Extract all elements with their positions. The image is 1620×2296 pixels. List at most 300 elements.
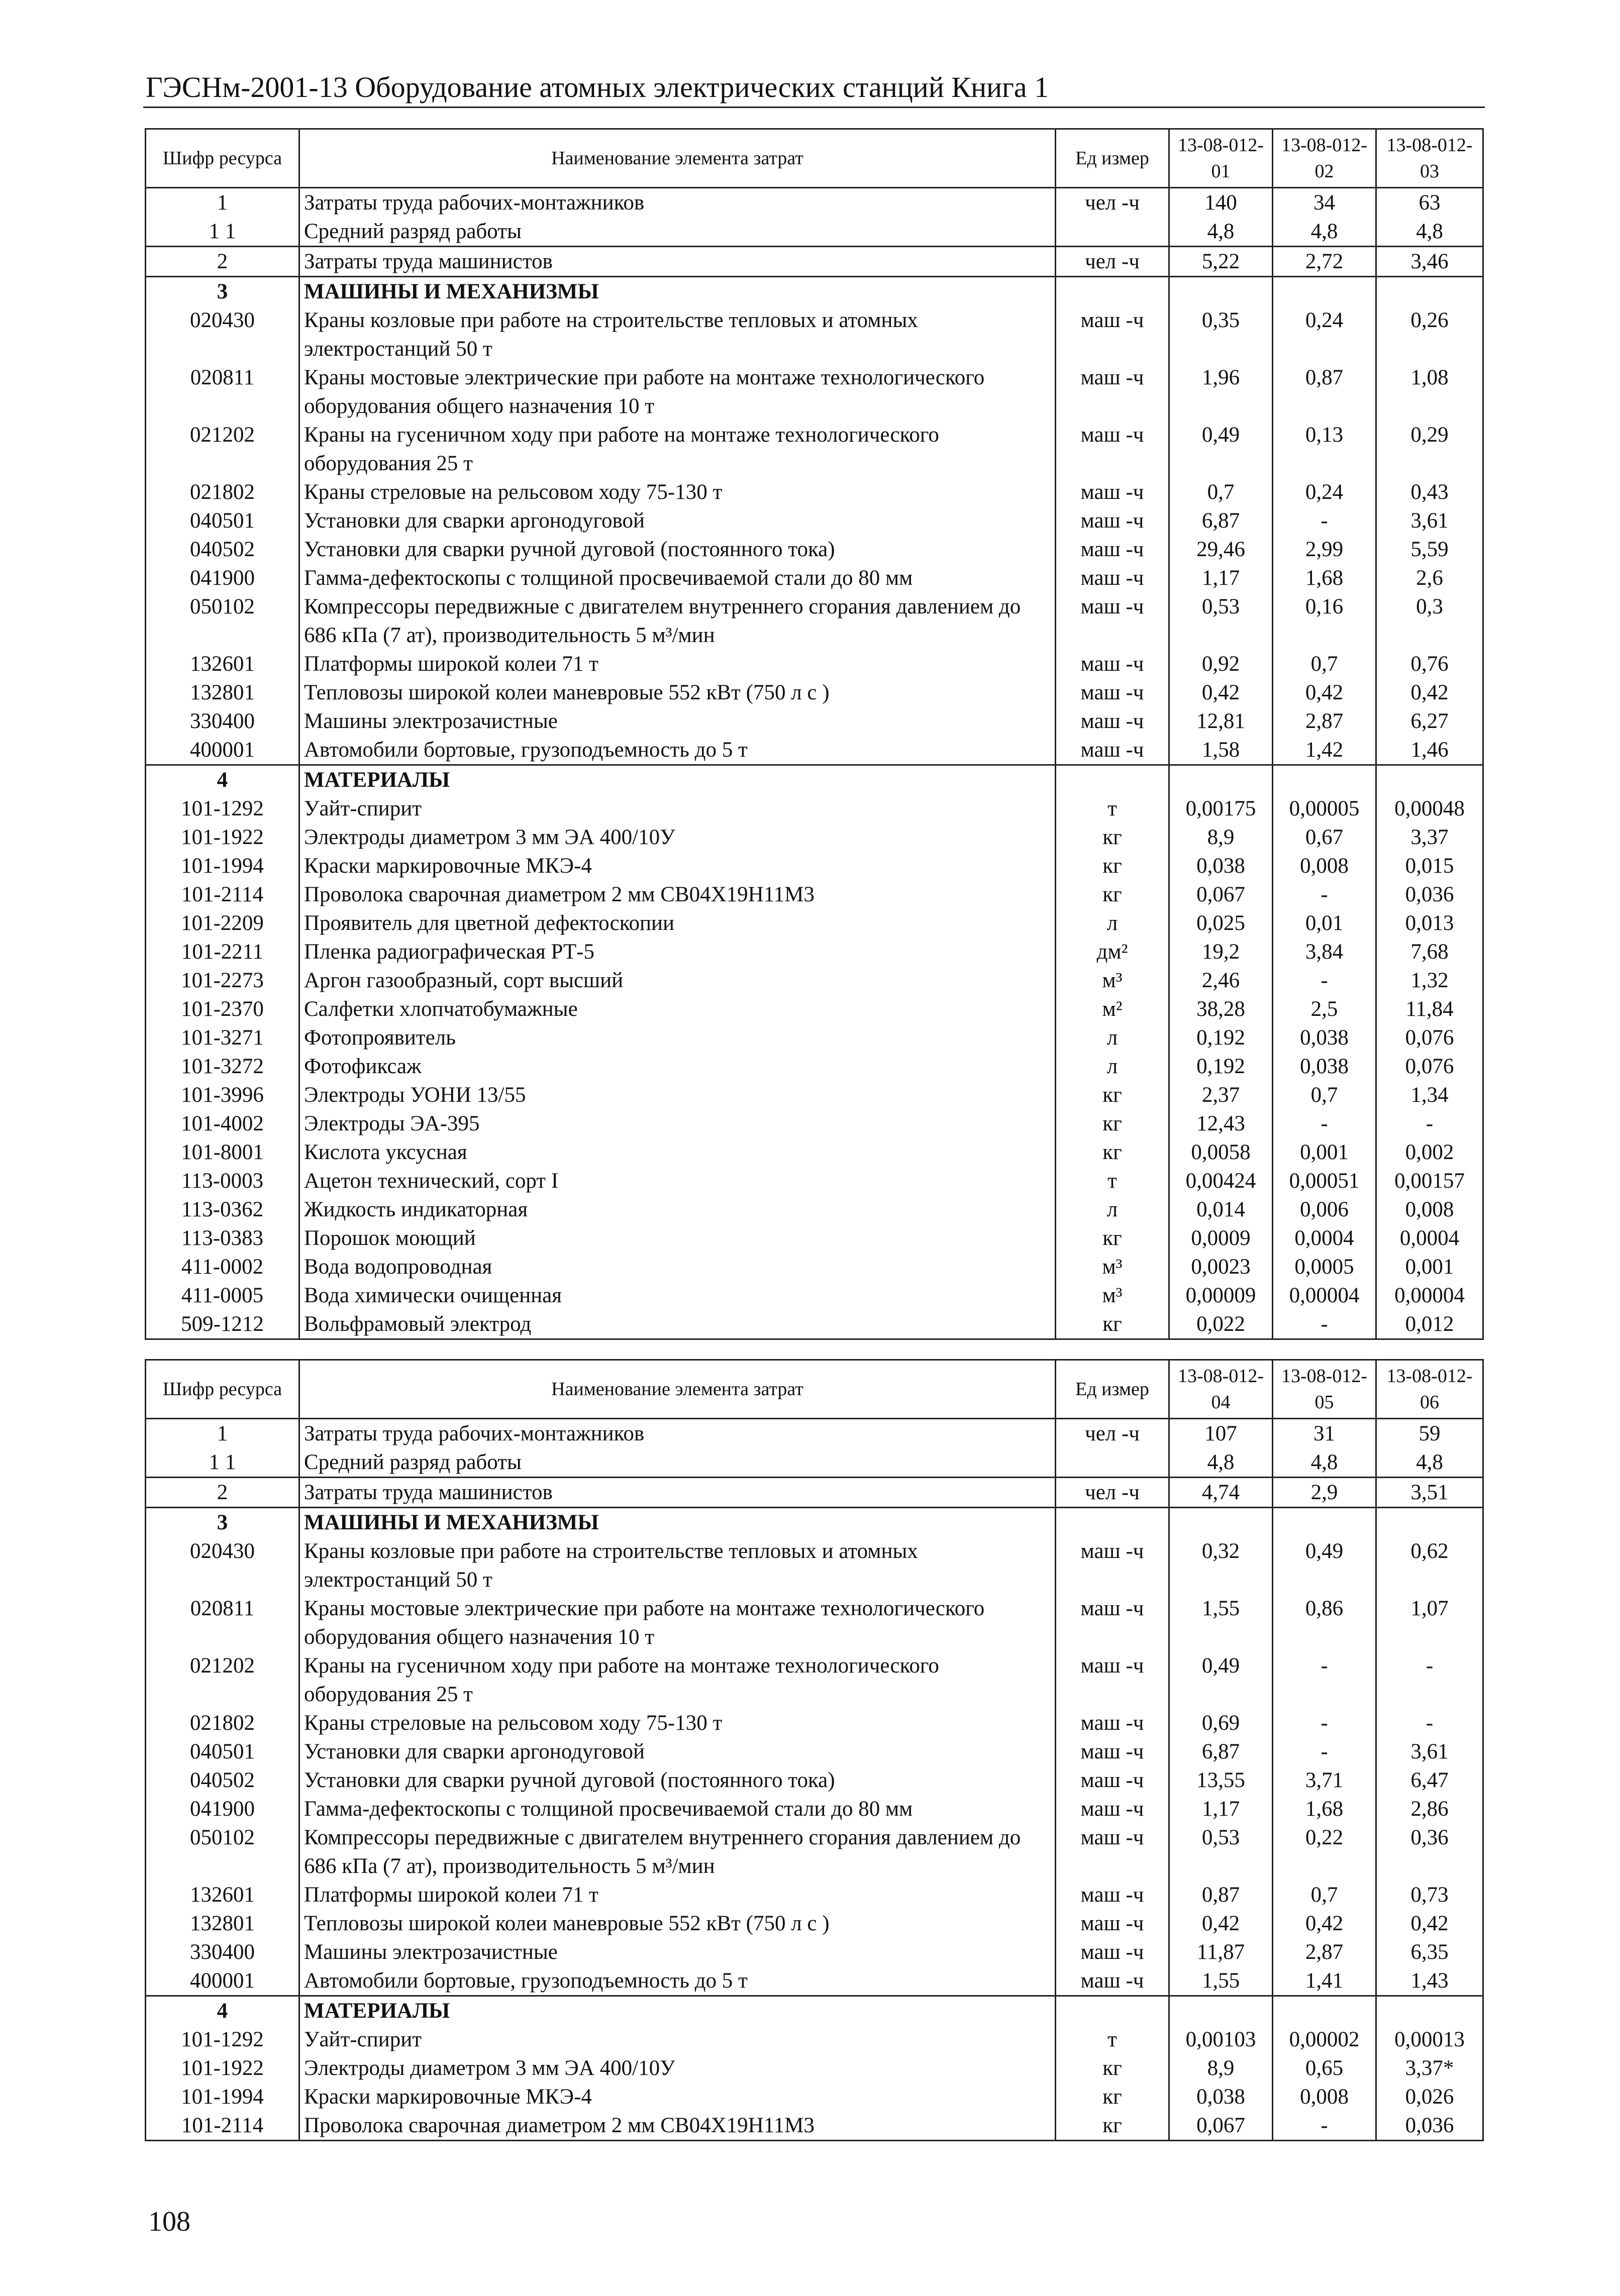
resource-code-cell: 041900: [146, 564, 299, 592]
rate-value-cell: 7,68: [1376, 937, 1483, 966]
resource-name-cell: Машины электрозачистные: [299, 707, 1056, 736]
unit-cell: м²: [1102, 997, 1123, 1021]
table-row: [146, 1109, 1483, 1138]
table-row: [146, 478, 1483, 506]
resource-code-cell: 101-2370: [146, 995, 299, 1023]
rate-value-cell: 3,46: [1376, 247, 1483, 277]
rate-value-cell: 0,038: [1273, 1052, 1376, 1081]
unit-cell: маш -ч: [1080, 1883, 1144, 1907]
table-row: [146, 966, 1483, 995]
rate-value-cell: 0,42: [1169, 1909, 1273, 1938]
table-row: [146, 1253, 1483, 1281]
resource-name-cell: Проволока сварочная диаметром 2 мм СВ04Х19Н11М3: [299, 2111, 1056, 2141]
rate-value-cell: 0,7: [1273, 650, 1376, 678]
resource-code-cell: 330400: [146, 1938, 299, 1966]
rate-value-cell: 6,87: [1169, 1737, 1273, 1766]
rate-value-cell: 0,015: [1376, 852, 1483, 880]
rate-value-cell: 13,55: [1169, 1766, 1273, 1795]
resource-code-cell: 1 1: [146, 1448, 299, 1478]
resource-name-cell: Краны стреловые на рельсовом ходу 75-130 т: [299, 478, 1056, 506]
unit-cell: [1056, 1508, 1169, 1537]
table-row: [146, 188, 1483, 218]
table-body: [146, 188, 1483, 1339]
resource-code-cell: 050102: [146, 592, 299, 650]
section-row: [146, 765, 1483, 795]
resource-name-cell: Компрессоры передвижные с двигателем внутреннего сгорания давлением до 686 кПа (7 ат), производительность 5 м³/мин: [299, 592, 1056, 650]
table-row: [146, 1281, 1483, 1310]
table-header-row: [146, 129, 1483, 188]
unit-cell: маш -ч: [1080, 1969, 1144, 1993]
column-header-rate-1: 13-08-012-01: [1169, 129, 1273, 188]
unit-cell: [1056, 217, 1169, 247]
table-row: [146, 564, 1483, 592]
unit-cell: кг: [1102, 854, 1122, 878]
rate-value-cell: 0,42: [1376, 1909, 1483, 1938]
table-row: [146, 794, 1483, 823]
resource-code-cell: 041900: [146, 1795, 299, 1823]
unit-cell: кг: [1102, 2085, 1122, 2109]
rate-value-cell: [1376, 765, 1483, 795]
rate-value-cell: -: [1273, 1651, 1376, 1709]
rate-value-cell: 0,22: [1273, 1823, 1376, 1881]
table-row: [146, 650, 1483, 678]
rate-value-cell: 0,29: [1376, 421, 1483, 478]
table-row: [146, 1081, 1483, 1109]
rate-value-cell: [1376, 1996, 1483, 2026]
rate-value-cell: 2,99: [1273, 535, 1376, 564]
rate-value-cell: 0,00157: [1376, 1167, 1483, 1195]
unit-cell: маш -ч: [1080, 681, 1144, 704]
rate-value-cell: 1,34: [1376, 1081, 1483, 1109]
rate-value-cell: 3,84: [1273, 937, 1376, 966]
unit-cell: чел -ч: [1056, 188, 1169, 218]
resource-code-cell: 040501: [146, 506, 299, 535]
rate-value-cell: 0,036: [1376, 2111, 1483, 2141]
rate-value-cell: [1273, 1508, 1376, 1537]
rate-value-cell: 0,0004: [1376, 1224, 1483, 1253]
rate-value-cell: 0,00004: [1273, 1281, 1376, 1310]
rate-value-cell: 3,61: [1376, 506, 1483, 535]
column-header-code: Шифр ресурса: [146, 129, 299, 188]
unit-cell: л: [1106, 1026, 1118, 1050]
rate-value-cell: 1,58: [1169, 736, 1273, 765]
column-header-rate-2: 13-08-012-05: [1273, 1360, 1376, 1419]
rate-value-cell: 2,87: [1273, 707, 1376, 736]
resource-name-cell: Затраты труда рабочих-монтажников: [299, 188, 1056, 218]
table-row: [146, 1224, 1483, 1253]
resource-name-cell: Порошок моющий: [299, 1224, 1056, 1253]
resource-code-cell: 330400: [146, 707, 299, 736]
resource-name-cell: Жидкость индикаторная: [299, 1195, 1056, 1224]
unit-cell: л: [1106, 1198, 1118, 1221]
rate-value-cell: 0,00009: [1169, 1281, 1273, 1310]
rate-value-cell: 1,46: [1376, 736, 1483, 765]
rate-value-cell: 0,038: [1273, 1023, 1376, 1052]
rate-value-cell: 12,43: [1169, 1109, 1273, 1138]
resource-name-cell: Кислота уксусная: [299, 1138, 1056, 1167]
unit-cell: маш -ч: [1080, 366, 1144, 389]
table-row: [146, 1594, 1483, 1651]
rate-value-cell: [1169, 1996, 1273, 2026]
unit-cell: кг: [1102, 1140, 1122, 1164]
resource-code-cell: 132801: [146, 678, 299, 707]
rate-value-cell: 6,35: [1376, 1938, 1483, 1966]
rate-value-cell: -: [1273, 880, 1376, 909]
rate-value-cell: 0,7: [1273, 1881, 1376, 1909]
unit-cell: маш -ч: [1080, 308, 1144, 332]
table-row: [146, 306, 1483, 363]
rate-value-cell: [1169, 1508, 1273, 1537]
resource-name-cell: МАШИНЫ И МЕХАНИЗМЫ: [299, 277, 1056, 306]
column-header-code: Шифр ресурса: [146, 1360, 299, 1419]
resource-name-cell: Гамма-дефектоскопы с толщиной просвечиваемой стали до 80 мм: [299, 564, 1056, 592]
unit-cell: м³: [1102, 1284, 1123, 1307]
unit-cell: м³: [1102, 969, 1123, 992]
resource-code-cell: 132601: [146, 650, 299, 678]
rate-value-cell: 1,55: [1169, 1966, 1273, 1996]
rate-value-cell: 0,014: [1169, 1195, 1273, 1224]
table-row: [146, 1537, 1483, 1594]
resource-name-cell: Электроды диаметром 3 мм ЭА 400/10У: [299, 2054, 1056, 2082]
resource-code-cell: 3: [146, 1508, 299, 1537]
rate-value-cell: 0,67: [1273, 823, 1376, 852]
rate-value-cell: 6,27: [1376, 707, 1483, 736]
unit-cell: маш -ч: [1080, 1654, 1144, 1678]
rate-value-cell: 0,65: [1273, 2054, 1376, 2082]
resource-code-cell: 101-1292: [146, 794, 299, 823]
rate-value-cell: 0,86: [1273, 1594, 1376, 1651]
table-row: [146, 592, 1483, 650]
rate-value-cell: 0,69: [1169, 1709, 1273, 1737]
table-row: [146, 1023, 1483, 1052]
resource-name-cell: Фотофиксаж: [299, 1052, 1056, 1081]
rate-value-cell: 31: [1273, 1419, 1376, 1448]
rate-value-cell: 0,73: [1376, 1881, 1483, 1909]
resource-name-cell: Краны на гусеничном ходу при работе на монтаже технологического оборудования 25 т: [299, 1651, 1056, 1709]
rate-value-cell: 6,87: [1169, 506, 1273, 535]
rate-value-cell: [1273, 765, 1376, 795]
table-row: [146, 1478, 1483, 1508]
resource-code-cell: 113-0383: [146, 1224, 299, 1253]
rate-value-cell: [1169, 765, 1273, 795]
rate-value-cell: 0,42: [1273, 678, 1376, 707]
unit-cell: маш -ч: [1080, 1826, 1144, 1849]
section-row: [146, 277, 1483, 306]
resource-code-cell: 101-3272: [146, 1052, 299, 1081]
rate-value-cell: 0,00424: [1169, 1167, 1273, 1195]
column-header-rate-3: 13-08-012-03: [1376, 129, 1483, 188]
table-row: [146, 1966, 1483, 1996]
unit-cell: кг: [1102, 1083, 1122, 1107]
unit-cell: кг: [1102, 825, 1122, 849]
resource-name-cell: Установки для сварки аргонодуговой: [299, 506, 1056, 535]
resource-code-cell: 101-8001: [146, 1138, 299, 1167]
column-header-rate-1: 13-08-012-04: [1169, 1360, 1273, 1419]
unit-cell: дм²: [1096, 940, 1128, 964]
rate-value-cell: 2,86: [1376, 1795, 1483, 1823]
unit-cell: маш -ч: [1080, 1711, 1144, 1735]
table-row: [146, 995, 1483, 1023]
rate-value-cell: 0,00013: [1376, 2025, 1483, 2054]
table-row: [146, 736, 1483, 765]
rate-value-cell: -: [1376, 1109, 1483, 1138]
rate-value-cell: -: [1376, 1709, 1483, 1737]
resource-code-cell: 101-2273: [146, 966, 299, 995]
resource-name-cell: Затраты труда рабочих-монтажников: [299, 1419, 1056, 1448]
resource-code-cell: 1: [146, 188, 299, 218]
resource-name-cell: Проявитель для цветной дефектоскопии: [299, 909, 1056, 937]
rate-value-cell: 19,2: [1169, 937, 1273, 966]
resource-code-cell: 101-1292: [146, 2025, 299, 2054]
rate-value-cell: 0,49: [1169, 1651, 1273, 1709]
resource-code-cell: 509-1212: [146, 1310, 299, 1339]
rate-value-cell: -: [1273, 1310, 1376, 1339]
resource-name-cell: Краны мостовые электрические при работе на монтаже технологического оборудования общего назначения 10 т: [299, 1594, 1056, 1651]
rate-value-cell: 0,49: [1169, 421, 1273, 478]
rate-value-cell: 3,51: [1376, 1478, 1483, 1508]
resource-name-cell: Салфетки хлопчатобумажные: [299, 995, 1056, 1023]
table-row: [146, 506, 1483, 535]
rate-value-cell: 0,0009: [1169, 1224, 1273, 1253]
resource-code-cell: 020430: [146, 306, 299, 363]
unit-cell: л: [1106, 1055, 1118, 1078]
unit-cell: [1056, 277, 1169, 306]
resource-name-cell: Установки для сварки аргонодуговой: [299, 1737, 1056, 1766]
table-row: [146, 2082, 1483, 2111]
column-header-rate-2: 13-08-012-02: [1273, 129, 1376, 188]
unit-cell: кг: [1056, 2111, 1169, 2141]
rate-value-cell: 6,47: [1376, 1766, 1483, 1795]
resource-name-cell: Краски маркировочные МКЭ-4: [299, 2082, 1056, 2111]
unit-cell: маш -ч: [1080, 1539, 1144, 1563]
rate-value-cell: 34: [1273, 188, 1376, 218]
resource-name-cell: Платформы широкой колеи 71 т: [299, 1881, 1056, 1909]
rate-value-cell: 0,42: [1169, 678, 1273, 707]
rate-value-cell: 0,87: [1273, 363, 1376, 421]
resource-code-cell: 2: [146, 1478, 299, 1508]
table-row: [146, 823, 1483, 852]
resource-name-cell: Электроды УОНИ 13/55: [299, 1081, 1056, 1109]
rate-value-cell: [1273, 1996, 1376, 2026]
unit-cell: маш -ч: [1080, 652, 1144, 676]
table-row: [146, 1737, 1483, 1766]
rate-value-cell: 140: [1169, 188, 1273, 218]
resource-code-cell: 113-0362: [146, 1195, 299, 1224]
resource-code-cell: 020811: [146, 1594, 299, 1651]
resource-name-cell: Краны козловые при работе на строительстве тепловых и атомных электростанций 50 т: [299, 1537, 1056, 1594]
unit-cell: маш -ч: [1080, 509, 1144, 533]
rate-value-cell: 0,002: [1376, 1138, 1483, 1167]
rate-value-cell: 0,0004: [1273, 1224, 1376, 1253]
rate-value-cell: 0,42: [1376, 678, 1483, 707]
header-divider: [143, 107, 1485, 108]
resource-name-cell: Проволока сварочная диаметром 2 мм СВ04Х19Н11М3: [299, 880, 1056, 909]
rate-value-cell: 0,87: [1169, 1881, 1273, 1909]
rate-value-cell: [1376, 1508, 1483, 1537]
rate-value-cell: 0,0005: [1273, 1253, 1376, 1281]
resource-name-cell: Затраты труда машинистов: [299, 247, 1056, 277]
rate-value-cell: 0,7: [1169, 478, 1273, 506]
unit-cell: маш -ч: [1080, 595, 1144, 618]
unit-cell: маш -ч: [1080, 738, 1144, 762]
resource-name-cell: Вода химически очищенная: [299, 1281, 1056, 1310]
rate-value-cell: 4,8: [1169, 217, 1273, 247]
resource-name-cell: Краски маркировочные МКЭ-4: [299, 852, 1056, 880]
unit-cell: л: [1106, 911, 1118, 935]
rate-value-cell: 0,192: [1169, 1052, 1273, 1081]
resource-code-cell: 101-2209: [146, 909, 299, 937]
rate-value-cell: 0,001: [1376, 1253, 1483, 1281]
table-row: [146, 247, 1483, 277]
rate-value-cell: 63: [1376, 188, 1483, 218]
table-row: [146, 421, 1483, 478]
rate-value-cell: 1,07: [1376, 1594, 1483, 1651]
table-row: [146, 1651, 1483, 1709]
rate-value-cell: 0,008: [1376, 1195, 1483, 1224]
rate-value-cell: 1,55: [1169, 1594, 1273, 1651]
table-row: [146, 1052, 1483, 1081]
rate-value-cell: -: [1376, 1651, 1483, 1709]
rate-value-cell: 0,62: [1376, 1537, 1483, 1594]
rate-value-cell: 0,7: [1273, 1081, 1376, 1109]
column-header-unit: Ед измер: [1056, 129, 1169, 188]
rate-value-cell: 29,46: [1169, 535, 1273, 564]
rate-value-cell: 0,53: [1169, 1823, 1273, 1881]
resource-code-cell: 101-1994: [146, 852, 299, 880]
rate-value-cell: 2,6: [1376, 564, 1483, 592]
rate-value-cell: 0,53: [1169, 592, 1273, 650]
column-header-name: Наименование элемента затрат: [299, 1360, 1056, 1419]
rate-value-cell: 0,00051: [1273, 1167, 1376, 1195]
column-header-name: Наименование элемента затрат: [299, 129, 1056, 188]
column-header-unit: Ед измер: [1056, 1360, 1169, 1419]
unit-cell: чел -ч: [1056, 1419, 1169, 1448]
rate-value-cell: 0,32: [1169, 1537, 1273, 1594]
rate-value-cell: 0,01: [1273, 909, 1376, 937]
resource-name-cell: Машины электрозачистные: [299, 1938, 1056, 1966]
unit-cell: кг: [1102, 1112, 1122, 1135]
rate-value-cell: 2,87: [1273, 1938, 1376, 1966]
rate-value-cell: 0,0058: [1169, 1138, 1273, 1167]
rate-value-cell: 0,0023: [1169, 1253, 1273, 1281]
rate-value-cell: 0,001: [1273, 1138, 1376, 1167]
resource-code-cell: 040501: [146, 1737, 299, 1766]
unit-cell: маш -ч: [1080, 1597, 1144, 1620]
resource-table-1: [145, 128, 1484, 1340]
table-row: [146, 1310, 1483, 1339]
resource-name-cell: Уайт-спирит: [299, 794, 1056, 823]
rate-value-cell: 0,192: [1169, 1023, 1273, 1052]
rate-value-cell: 0,012: [1376, 1310, 1483, 1339]
unit-cell: маш -ч: [1080, 423, 1144, 447]
resource-code-cell: 132801: [146, 1909, 299, 1938]
resource-name-cell: Средний разряд работы: [299, 217, 1056, 247]
section-row: [146, 1996, 1483, 2026]
resource-code-cell: 101-2114: [146, 880, 299, 909]
resource-code-cell: 101-2114: [146, 2111, 299, 2141]
table-row: [146, 2111, 1483, 2141]
rate-value-cell: 0,49: [1273, 1537, 1376, 1594]
resource-name-cell: МАТЕРИАЛЫ: [299, 1996, 1056, 2026]
resource-code-cell: 101-1994: [146, 2082, 299, 2111]
unit-cell: чел -ч: [1056, 247, 1169, 277]
table-row: [146, 1138, 1483, 1167]
table-row: [146, 535, 1483, 564]
resource-name-cell: Уайт-спирит: [299, 2025, 1056, 2054]
rate-value-cell: 4,8: [1376, 217, 1483, 247]
rate-value-cell: 11,87: [1169, 1938, 1273, 1966]
resource-code-cell: 021202: [146, 421, 299, 478]
unit-cell: т: [1107, 2028, 1117, 2051]
resource-code-cell: 4: [146, 765, 299, 795]
resource-code-cell: 411-0005: [146, 1281, 299, 1310]
rate-value-cell: 0,26: [1376, 306, 1483, 363]
rate-value-cell: 1,41: [1273, 1966, 1376, 1996]
rate-value-cell: 0,42: [1273, 1909, 1376, 1938]
resource-name-cell: Установки для сварки ручной дуговой (постоянного тока): [299, 535, 1056, 564]
resource-name-cell: Краны козловые при работе на строительстве тепловых и атомных электростанций 50 т: [299, 306, 1056, 363]
rate-value-cell: -: [1273, 1709, 1376, 1737]
table-row: [146, 363, 1483, 421]
resource-code-cell: 101-1922: [146, 2054, 299, 2082]
rate-value-cell: 0,92: [1169, 650, 1273, 678]
resource-name-cell: Автомобили бортовые, грузоподъемность до 5 т: [299, 736, 1056, 765]
resource-code-cell: 1: [146, 1419, 299, 1448]
table-header-row: [146, 1360, 1483, 1419]
unit-cell: маш -ч: [1080, 538, 1144, 561]
unit-cell: маш -ч: [1080, 480, 1144, 504]
table-row: [146, 1881, 1483, 1909]
table-row: [146, 2054, 1483, 2082]
table-row: [146, 1909, 1483, 1938]
rate-value-cell: [1376, 277, 1483, 306]
resource-name-cell: Электроды диаметром 3 мм ЭА 400/10У: [299, 823, 1056, 852]
table-row: [146, 1419, 1483, 1448]
rate-value-cell: 0,076: [1376, 1023, 1483, 1052]
rate-value-cell: 4,8: [1273, 217, 1376, 247]
rate-value-cell: 0,008: [1273, 2082, 1376, 2111]
resource-name-cell: Электроды ЭА-395: [299, 1109, 1056, 1138]
table-row: [146, 1709, 1483, 1737]
rate-value-cell: -: [1273, 506, 1376, 535]
resource-code-cell: 040502: [146, 535, 299, 564]
resource-code-cell: 021802: [146, 478, 299, 506]
rate-value-cell: 0,022: [1169, 1310, 1273, 1339]
rate-value-cell: 59: [1376, 1419, 1483, 1448]
rate-value-cell: 0,16: [1273, 592, 1376, 650]
unit-cell: т: [1107, 1169, 1117, 1193]
resource-name-cell: Вода водопроводная: [299, 1253, 1056, 1281]
table-row: [146, 707, 1483, 736]
rate-value-cell: 107: [1169, 1419, 1273, 1448]
resource-code-cell: 400001: [146, 1966, 299, 1996]
resource-code-cell: 2: [146, 247, 299, 277]
resource-code-cell: 101-1922: [146, 823, 299, 852]
resource-name-cell: МАТЕРИАЛЫ: [299, 765, 1056, 795]
resource-name-cell: Фотопроявитель: [299, 1023, 1056, 1052]
table-row: [146, 1938, 1483, 1966]
rate-value-cell: 0,013: [1376, 909, 1483, 937]
rate-value-cell: 0,24: [1273, 306, 1376, 363]
unit-cell: т: [1107, 797, 1117, 820]
unit-cell: [1056, 1448, 1169, 1478]
table-row: [146, 2025, 1483, 2054]
resource-code-cell: 021802: [146, 1709, 299, 1737]
rate-value-cell: -: [1273, 1109, 1376, 1138]
unit-cell: чел -ч: [1056, 1478, 1169, 1508]
resource-code-cell: 020811: [146, 363, 299, 421]
rate-value-cell: 2,9: [1273, 1478, 1376, 1508]
